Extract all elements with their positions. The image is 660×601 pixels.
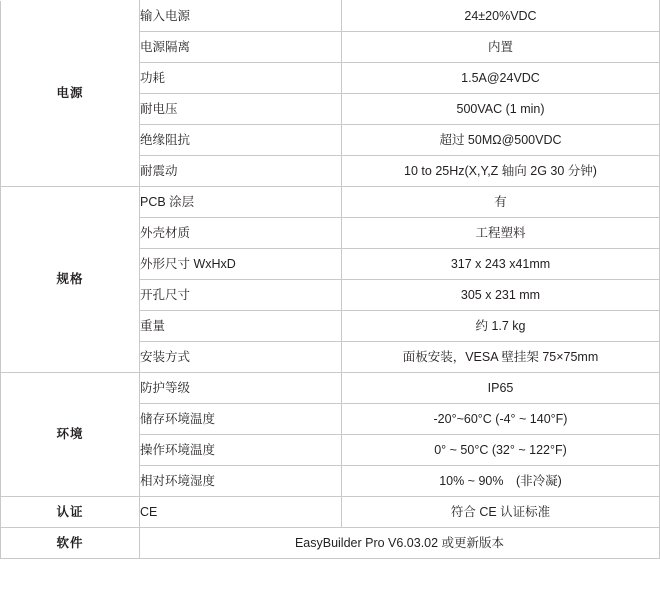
item-cell: 功耗 bbox=[140, 63, 342, 94]
table-row bbox=[1, 528, 660, 559]
value-cell: 317 x 243 x41mm bbox=[342, 249, 660, 280]
table-row bbox=[1, 187, 660, 218]
value-cell: 超过 50MΩ@500VDC bbox=[342, 125, 660, 156]
value-cell: 24±20%VDC bbox=[342, 1, 660, 32]
value-cell: 符合 CE 认证标准 bbox=[342, 497, 660, 528]
specification-table-body bbox=[1, 1, 660, 559]
value-cell: 内置 bbox=[342, 32, 660, 63]
item-cell: 重量 bbox=[140, 311, 342, 342]
item-cell: 储存环境温度 bbox=[140, 404, 342, 435]
category-cell-certification: 认证 bbox=[1, 497, 140, 528]
value-cell: 面板安装，VESA 壁挂架 75×75mm bbox=[342, 342, 660, 373]
category-cell-power: 电源 bbox=[1, 1, 140, 187]
category-cell-specification: 规格 bbox=[1, 187, 140, 373]
value-cell: 10 to 25Hz(X,Y,Z 轴向 2G 30 分钟) bbox=[342, 156, 660, 187]
item-cell: 输入电源 bbox=[140, 1, 342, 32]
category-cell-environment: 环境 bbox=[1, 373, 140, 497]
value-cell: 工程塑料 bbox=[342, 218, 660, 249]
value-cell: 有 bbox=[342, 187, 660, 218]
item-cell: 电源隔离 bbox=[140, 32, 342, 63]
item-cell: 耐震动 bbox=[140, 156, 342, 187]
table-row bbox=[1, 1, 660, 32]
item-cell: 相对环境湿度 bbox=[140, 466, 342, 497]
item-cell: 外壳材质 bbox=[140, 218, 342, 249]
value-cell: EasyBuilder Pro V6.03.02 或更新版本 bbox=[140, 528, 660, 559]
category-cell-software: 软件 bbox=[1, 528, 140, 559]
item-cell: 操作环境温度 bbox=[140, 435, 342, 466]
value-cell: -20°~60°C (-4° ~ 140°F) bbox=[342, 404, 660, 435]
value-cell: 500VAC (1 min) bbox=[342, 94, 660, 125]
value-cell: IP65 bbox=[342, 373, 660, 404]
value-cell: 1.5A@24VDC bbox=[342, 63, 660, 94]
item-cell: 绝缘阻抗 bbox=[140, 125, 342, 156]
item-cell: 开孔尺寸 bbox=[140, 280, 342, 311]
value-cell: 0° ~ 50°C (32° ~ 122°F) bbox=[342, 435, 660, 466]
item-cell: CE bbox=[140, 497, 342, 528]
item-cell: 防护等级 bbox=[140, 373, 342, 404]
item-cell: 安装方式 bbox=[140, 342, 342, 373]
table-row bbox=[1, 497, 660, 528]
item-cell: 外形尺寸 WxHxD bbox=[140, 249, 342, 280]
table-row bbox=[1, 373, 660, 404]
item-cell: 耐电压 bbox=[140, 94, 342, 125]
value-cell: 约 1.7 kg bbox=[342, 311, 660, 342]
value-cell: 305 x 231 mm bbox=[342, 280, 660, 311]
item-cell: PCB 涂层 bbox=[140, 187, 342, 218]
value-cell: 10% ~ 90% (非冷凝) bbox=[342, 466, 660, 497]
